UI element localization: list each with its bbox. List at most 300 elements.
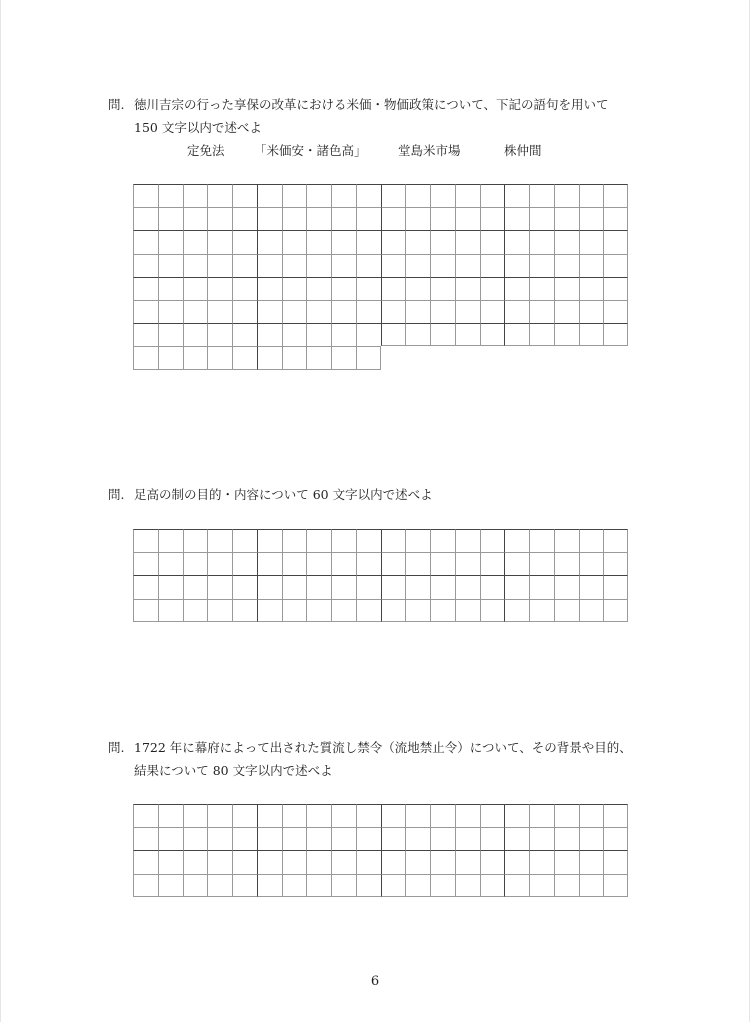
answer-cell[interactable] — [306, 254, 331, 277]
answer-cell[interactable] — [455, 850, 480, 873]
answer-cell[interactable] — [207, 277, 232, 300]
answer-cell[interactable] — [405, 254, 430, 277]
answer-cell[interactable] — [331, 277, 356, 300]
answer-cell[interactable] — [356, 850, 381, 873]
answer-cell[interactable] — [207, 874, 232, 897]
answer-cell[interactable] — [183, 827, 208, 850]
answer-cell[interactable] — [455, 207, 480, 230]
answer-cell[interactable] — [455, 575, 480, 598]
answer-cell[interactable] — [257, 599, 282, 622]
answer-cell[interactable] — [603, 827, 628, 850]
answer-cell[interactable] — [232, 207, 257, 230]
answer-cell[interactable] — [603, 323, 628, 346]
answer-cell[interactable] — [207, 850, 232, 873]
answer-cell[interactable] — [183, 207, 208, 230]
answer-cell[interactable] — [306, 529, 331, 552]
answer-cell[interactable] — [480, 277, 505, 300]
answer-cell[interactable] — [554, 874, 579, 897]
answer-cell[interactable] — [381, 184, 406, 207]
answer-cell[interactable] — [158, 254, 183, 277]
answer-cell[interactable] — [257, 277, 282, 300]
answer-cell[interactable] — [579, 230, 604, 253]
answer-cell[interactable] — [232, 552, 257, 575]
answer-grid-1[interactable] — [133, 184, 628, 370]
answer-cell[interactable] — [158, 230, 183, 253]
answer-cell[interactable] — [529, 254, 554, 277]
answer-cell[interactable] — [232, 804, 257, 827]
answer-cell[interactable] — [603, 850, 628, 873]
answer-cell[interactable] — [430, 529, 455, 552]
answer-cell[interactable] — [331, 254, 356, 277]
answer-cell[interactable] — [356, 575, 381, 598]
answer-cell[interactable] — [133, 575, 158, 598]
answer-cell[interactable] — [232, 346, 257, 369]
answer-cell[interactable] — [455, 254, 480, 277]
answer-grid-2[interactable] — [133, 529, 628, 622]
answer-cell[interactable] — [579, 254, 604, 277]
answer-cell[interactable] — [356, 207, 381, 230]
answer-cell[interactable] — [504, 827, 529, 850]
answer-cell[interactable] — [183, 230, 208, 253]
answer-cell[interactable] — [183, 277, 208, 300]
answer-cell[interactable] — [405, 850, 430, 873]
answer-cell[interactable] — [430, 300, 455, 323]
answer-cell[interactable] — [504, 300, 529, 323]
answer-cell[interactable] — [331, 300, 356, 323]
answer-cell[interactable] — [603, 207, 628, 230]
answer-cell[interactable] — [603, 575, 628, 598]
answer-cell[interactable] — [381, 874, 406, 897]
answer-cell[interactable] — [158, 323, 183, 346]
answer-cell[interactable] — [207, 230, 232, 253]
answer-cell[interactable] — [603, 529, 628, 552]
answer-cell[interactable] — [257, 184, 282, 207]
answer-cell[interactable] — [480, 323, 505, 346]
answer-cell[interactable] — [381, 804, 406, 827]
answer-cell[interactable] — [158, 874, 183, 897]
answer-cell[interactable] — [480, 300, 505, 323]
answer-cell[interactable] — [504, 599, 529, 622]
answer-cell[interactable] — [282, 300, 307, 323]
answer-cell[interactable] — [356, 230, 381, 253]
answer-cell[interactable] — [232, 850, 257, 873]
answer-cell[interactable] — [430, 207, 455, 230]
answer-cell[interactable] — [158, 346, 183, 369]
answer-cell[interactable] — [554, 184, 579, 207]
answer-cell[interactable] — [306, 277, 331, 300]
answer-cell[interactable] — [504, 874, 529, 897]
answer-cell[interactable] — [356, 346, 381, 369]
answer-cell[interactable] — [603, 874, 628, 897]
answer-cell[interactable] — [603, 804, 628, 827]
answer-cell[interactable] — [455, 277, 480, 300]
answer-cell[interactable] — [356, 874, 381, 897]
answer-cell[interactable] — [133, 599, 158, 622]
answer-cell[interactable] — [257, 827, 282, 850]
answer-cell[interactable] — [504, 575, 529, 598]
answer-cell[interactable] — [331, 599, 356, 622]
answer-cell[interactable] — [356, 254, 381, 277]
answer-cell[interactable] — [282, 599, 307, 622]
answer-cell[interactable] — [331, 230, 356, 253]
answer-cell[interactable] — [405, 874, 430, 897]
answer-cell[interactable] — [504, 850, 529, 873]
answer-cell[interactable] — [603, 300, 628, 323]
answer-cell[interactable] — [183, 575, 208, 598]
answer-cell[interactable] — [554, 850, 579, 873]
answer-cell[interactable] — [455, 230, 480, 253]
answer-cell[interactable] — [207, 552, 232, 575]
answer-cell[interactable] — [480, 230, 505, 253]
answer-cell[interactable] — [405, 827, 430, 850]
answer-cell[interactable] — [579, 874, 604, 897]
answer-cell[interactable] — [356, 827, 381, 850]
answer-cell[interactable] — [232, 254, 257, 277]
answer-cell[interactable] — [504, 552, 529, 575]
answer-cell[interactable] — [430, 184, 455, 207]
answer-cell[interactable] — [504, 184, 529, 207]
answer-cell[interactable] — [455, 874, 480, 897]
answer-cell[interactable] — [232, 184, 257, 207]
answer-cell[interactable] — [133, 207, 158, 230]
answer-cell[interactable] — [554, 529, 579, 552]
answer-cell[interactable] — [133, 529, 158, 552]
answer-cell[interactable] — [282, 827, 307, 850]
answer-cell[interactable] — [603, 552, 628, 575]
answer-cell[interactable] — [529, 207, 554, 230]
answer-cell[interactable] — [331, 874, 356, 897]
answer-cell[interactable] — [430, 599, 455, 622]
answer-cell[interactable] — [603, 230, 628, 253]
answer-cell[interactable] — [306, 300, 331, 323]
answer-cell[interactable] — [306, 575, 331, 598]
answer-cell[interactable] — [306, 850, 331, 873]
answer-cell[interactable] — [158, 850, 183, 873]
answer-cell[interactable] — [381, 599, 406, 622]
answer-cell[interactable] — [207, 323, 232, 346]
answer-cell[interactable] — [603, 184, 628, 207]
answer-cell[interactable] — [529, 230, 554, 253]
answer-cell[interactable] — [207, 184, 232, 207]
answer-cell[interactable] — [381, 277, 406, 300]
answer-cell[interactable] — [405, 323, 430, 346]
answer-cell[interactable] — [529, 804, 554, 827]
answer-cell[interactable] — [554, 575, 579, 598]
answer-cell[interactable] — [529, 599, 554, 622]
answer-cell[interactable] — [554, 323, 579, 346]
answer-cell[interactable] — [430, 804, 455, 827]
answer-cell[interactable] — [579, 207, 604, 230]
answer-cell[interactable] — [257, 874, 282, 897]
answer-cell[interactable] — [529, 850, 554, 873]
answer-cell[interactable] — [331, 184, 356, 207]
answer-cell[interactable] — [405, 575, 430, 598]
answer-cell[interactable] — [232, 230, 257, 253]
answer-cell[interactable] — [282, 575, 307, 598]
answer-cell[interactable] — [306, 804, 331, 827]
answer-cell[interactable] — [133, 300, 158, 323]
answer-cell[interactable] — [381, 323, 406, 346]
answer-cell[interactable] — [207, 804, 232, 827]
answer-cell[interactable] — [158, 300, 183, 323]
answer-cell[interactable] — [554, 552, 579, 575]
answer-cell[interactable] — [504, 254, 529, 277]
answer-cell[interactable] — [232, 277, 257, 300]
answer-cell[interactable] — [232, 529, 257, 552]
answer-cell[interactable] — [381, 827, 406, 850]
answer-cell[interactable] — [133, 827, 158, 850]
answer-cell[interactable] — [207, 300, 232, 323]
answer-cell[interactable] — [207, 575, 232, 598]
answer-cell[interactable] — [579, 575, 604, 598]
answer-cell[interactable] — [257, 804, 282, 827]
answer-cell[interactable] — [579, 184, 604, 207]
answer-cell[interactable] — [529, 874, 554, 897]
answer-cell[interactable] — [579, 552, 604, 575]
answer-cell[interactable] — [232, 575, 257, 598]
answer-grid-3[interactable] — [133, 804, 628, 897]
answer-cell[interactable] — [207, 254, 232, 277]
answer-cell[interactable] — [257, 552, 282, 575]
answer-cell[interactable] — [480, 874, 505, 897]
answer-cell[interactable] — [207, 599, 232, 622]
answer-cell[interactable] — [183, 300, 208, 323]
answer-cell[interactable] — [282, 277, 307, 300]
answer-cell[interactable] — [158, 529, 183, 552]
answer-cell[interactable] — [430, 575, 455, 598]
answer-cell[interactable] — [480, 184, 505, 207]
answer-cell[interactable] — [158, 575, 183, 598]
answer-cell[interactable] — [282, 346, 307, 369]
answer-cell[interactable] — [257, 300, 282, 323]
answer-cell[interactable] — [480, 575, 505, 598]
answer-cell[interactable] — [282, 552, 307, 575]
answer-cell[interactable] — [480, 827, 505, 850]
answer-cell[interactable] — [331, 552, 356, 575]
answer-cell[interactable] — [381, 850, 406, 873]
answer-cell[interactable] — [306, 323, 331, 346]
answer-cell[interactable] — [158, 599, 183, 622]
answer-cell[interactable] — [306, 827, 331, 850]
answer-cell[interactable] — [529, 827, 554, 850]
answer-cell[interactable] — [232, 300, 257, 323]
answer-cell[interactable] — [207, 207, 232, 230]
answer-cell[interactable] — [504, 207, 529, 230]
answer-cell[interactable] — [480, 850, 505, 873]
answer-cell[interactable] — [183, 552, 208, 575]
answer-cell[interactable] — [529, 323, 554, 346]
answer-cell[interactable] — [430, 827, 455, 850]
answer-cell[interactable] — [183, 529, 208, 552]
answer-cell[interactable] — [158, 552, 183, 575]
answer-cell[interactable] — [480, 207, 505, 230]
answer-cell[interactable] — [356, 277, 381, 300]
answer-cell[interactable] — [306, 207, 331, 230]
answer-cell[interactable] — [183, 850, 208, 873]
answer-cell[interactable] — [381, 254, 406, 277]
answer-cell[interactable] — [306, 552, 331, 575]
answer-cell[interactable] — [207, 346, 232, 369]
answer-cell[interactable] — [356, 323, 381, 346]
answer-cell[interactable] — [257, 346, 282, 369]
answer-cell[interactable] — [331, 323, 356, 346]
answer-cell[interactable] — [257, 575, 282, 598]
answer-cell[interactable] — [381, 207, 406, 230]
answer-cell[interactable] — [455, 804, 480, 827]
answer-cell[interactable] — [579, 599, 604, 622]
answer-cell[interactable] — [603, 277, 628, 300]
answer-cell[interactable] — [282, 323, 307, 346]
answer-cell[interactable] — [331, 827, 356, 850]
answer-cell[interactable] — [183, 599, 208, 622]
answer-cell[interactable] — [257, 230, 282, 253]
answer-cell[interactable] — [430, 230, 455, 253]
answer-cell[interactable] — [554, 599, 579, 622]
answer-cell[interactable] — [356, 552, 381, 575]
answer-cell[interactable] — [455, 323, 480, 346]
answer-cell[interactable] — [158, 184, 183, 207]
answer-cell[interactable] — [554, 300, 579, 323]
answer-cell[interactable] — [430, 254, 455, 277]
answer-cell[interactable] — [381, 230, 406, 253]
answer-cell[interactable] — [282, 184, 307, 207]
answer-cell[interactable] — [381, 300, 406, 323]
answer-cell[interactable] — [133, 850, 158, 873]
answer-cell[interactable] — [579, 827, 604, 850]
answer-cell[interactable] — [554, 827, 579, 850]
answer-cell[interactable] — [430, 277, 455, 300]
answer-cell[interactable] — [381, 575, 406, 598]
answer-cell[interactable] — [405, 300, 430, 323]
answer-cell[interactable] — [603, 599, 628, 622]
answer-cell[interactable] — [381, 552, 406, 575]
answer-cell[interactable] — [504, 804, 529, 827]
answer-cell[interactable] — [282, 230, 307, 253]
answer-cell[interactable] — [529, 277, 554, 300]
answer-cell[interactable] — [455, 529, 480, 552]
answer-cell[interactable] — [306, 230, 331, 253]
answer-cell[interactable] — [356, 804, 381, 827]
answer-cell[interactable] — [158, 827, 183, 850]
answer-cell[interactable] — [133, 874, 158, 897]
answer-cell[interactable] — [282, 874, 307, 897]
answer-cell[interactable] — [405, 804, 430, 827]
answer-cell[interactable] — [257, 254, 282, 277]
answer-cell[interactable] — [430, 552, 455, 575]
answer-cell[interactable] — [579, 323, 604, 346]
answer-cell[interactable] — [356, 300, 381, 323]
answer-cell[interactable] — [405, 230, 430, 253]
answer-cell[interactable] — [405, 599, 430, 622]
answer-cell[interactable] — [504, 230, 529, 253]
answer-cell[interactable] — [529, 552, 554, 575]
answer-cell[interactable] — [430, 323, 455, 346]
answer-cell[interactable] — [257, 529, 282, 552]
answer-cell[interactable] — [331, 850, 356, 873]
answer-cell[interactable] — [603, 254, 628, 277]
answer-cell[interactable] — [282, 254, 307, 277]
answer-cell[interactable] — [282, 850, 307, 873]
answer-cell[interactable] — [183, 254, 208, 277]
answer-cell[interactable] — [529, 300, 554, 323]
answer-cell[interactable] — [133, 277, 158, 300]
answer-cell[interactable] — [133, 230, 158, 253]
answer-cell[interactable] — [529, 529, 554, 552]
answer-cell[interactable] — [455, 827, 480, 850]
answer-cell[interactable] — [306, 874, 331, 897]
answer-cell[interactable] — [504, 277, 529, 300]
answer-cell[interactable] — [183, 184, 208, 207]
answer-cell[interactable] — [257, 207, 282, 230]
answer-cell[interactable] — [579, 300, 604, 323]
answer-cell[interactable] — [430, 874, 455, 897]
answer-cell[interactable] — [306, 599, 331, 622]
answer-cell[interactable] — [158, 804, 183, 827]
answer-cell[interactable] — [554, 207, 579, 230]
answer-cell[interactable] — [579, 850, 604, 873]
answer-cell[interactable] — [183, 874, 208, 897]
answer-cell[interactable] — [331, 346, 356, 369]
answer-cell[interactable] — [133, 323, 158, 346]
answer-cell[interactable] — [257, 323, 282, 346]
answer-cell[interactable] — [133, 184, 158, 207]
answer-cell[interactable] — [405, 552, 430, 575]
answer-cell[interactable] — [282, 529, 307, 552]
answer-cell[interactable] — [158, 277, 183, 300]
answer-cell[interactable] — [133, 804, 158, 827]
answer-cell[interactable] — [356, 599, 381, 622]
answer-cell[interactable] — [331, 207, 356, 230]
answer-cell[interactable] — [554, 254, 579, 277]
answer-cell[interactable] — [480, 254, 505, 277]
answer-cell[interactable] — [579, 277, 604, 300]
answer-cell[interactable] — [480, 599, 505, 622]
answer-cell[interactable] — [430, 850, 455, 873]
answer-cell[interactable] — [133, 254, 158, 277]
answer-cell[interactable] — [232, 827, 257, 850]
answer-cell[interactable] — [133, 552, 158, 575]
answer-cell[interactable] — [232, 599, 257, 622]
answer-cell[interactable] — [356, 529, 381, 552]
answer-cell[interactable] — [554, 277, 579, 300]
answer-cell[interactable] — [455, 300, 480, 323]
answer-cell[interactable] — [554, 804, 579, 827]
answer-cell[interactable] — [257, 850, 282, 873]
answer-cell[interactable] — [356, 184, 381, 207]
answer-cell[interactable] — [554, 230, 579, 253]
answer-cell[interactable] — [331, 804, 356, 827]
answer-cell[interactable] — [529, 575, 554, 598]
answer-cell[interactable] — [405, 277, 430, 300]
answer-cell[interactable] — [158, 207, 183, 230]
answer-cell[interactable] — [405, 207, 430, 230]
answer-cell[interactable] — [232, 874, 257, 897]
answer-cell[interactable] — [183, 346, 208, 369]
answer-cell[interactable] — [183, 323, 208, 346]
answer-cell[interactable] — [331, 575, 356, 598]
answer-cell[interactable] — [207, 827, 232, 850]
answer-cell[interactable] — [504, 323, 529, 346]
answer-cell[interactable] — [504, 529, 529, 552]
answer-cell[interactable] — [579, 804, 604, 827]
answer-cell[interactable] — [480, 552, 505, 575]
answer-cell[interactable] — [331, 529, 356, 552]
answer-cell[interactable] — [579, 529, 604, 552]
answer-cell[interactable] — [529, 184, 554, 207]
answer-cell[interactable] — [480, 529, 505, 552]
answer-cell[interactable] — [405, 529, 430, 552]
answer-cell[interactable] — [480, 804, 505, 827]
